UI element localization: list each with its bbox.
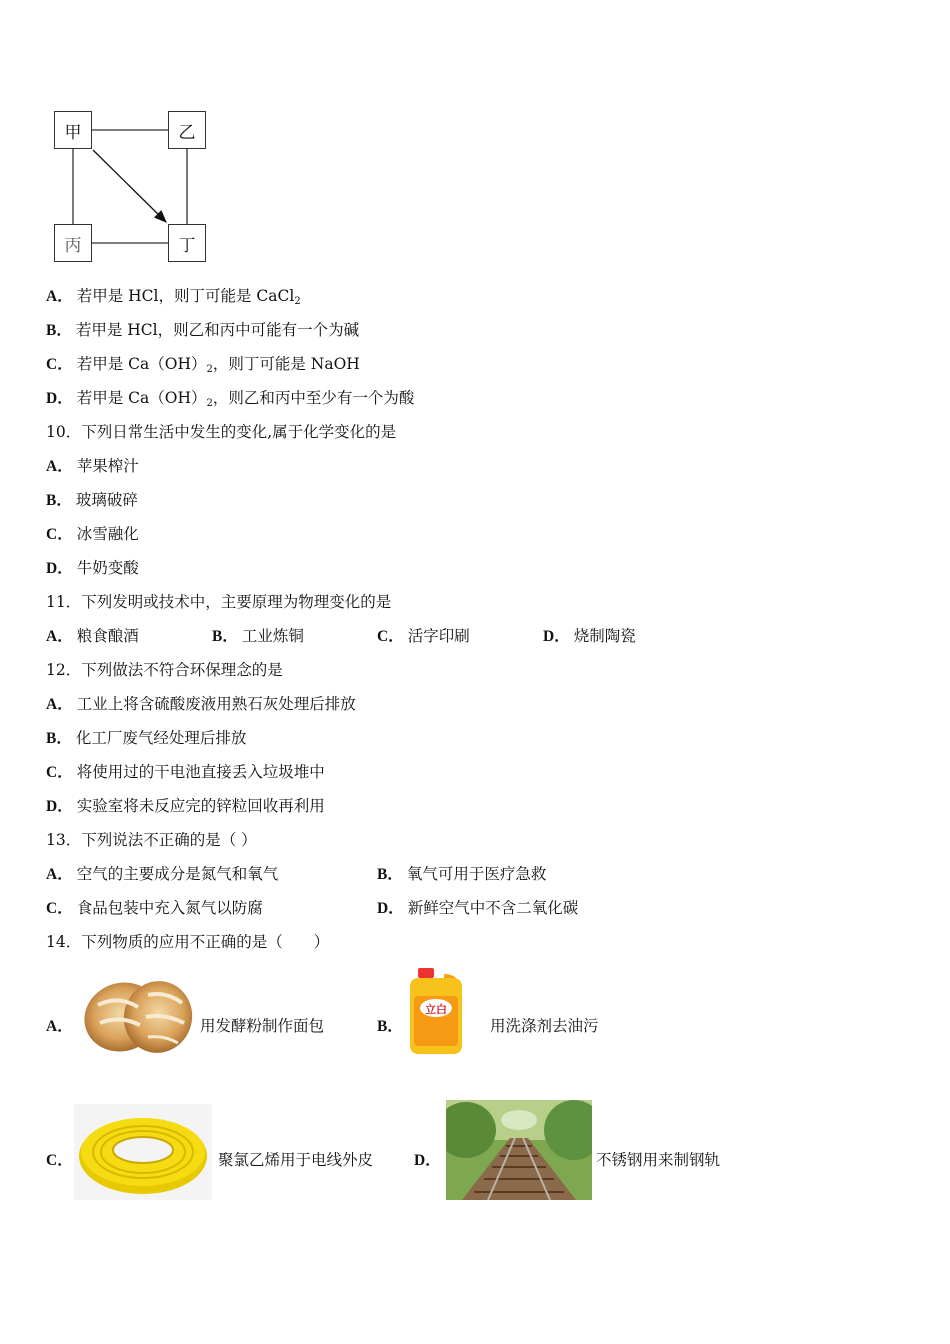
q12-option-d — [46, 796, 325, 817]
bread-image — [78, 965, 196, 1057]
option-label: A． — [46, 458, 73, 475]
q14-option-b-label — [377, 1016, 407, 1037]
option-label: D． — [46, 390, 73, 407]
q14-option-d-text: 不锈钢用来制钢轨 — [596, 1151, 721, 1169]
option-label: B． — [46, 322, 72, 339]
arrow-jia-ding — [93, 150, 166, 222]
option-text: 空气的主要成分是氮气和氧气 — [76, 865, 279, 883]
option-label: A． — [46, 696, 73, 713]
q13-stem: 13．下列说法不正确的是（ ） — [46, 831, 257, 849]
node-yi — [168, 111, 206, 149]
q10-option-a — [46, 456, 139, 477]
subscript: 2 — [294, 296, 301, 307]
node-jia — [54, 111, 92, 149]
option-label: A． — [46, 288, 73, 305]
option-text: 实验室将未反应完的锌粒回收再利用 — [76, 797, 325, 815]
option-text: 工业上将含硫酸废液用熟石灰处理后排放 — [76, 695, 356, 713]
node-bing-label: 丙 — [64, 235, 82, 256]
q11-stem: 11．下列发明或技术中，主要原理为物理变化的是 — [46, 593, 392, 611]
node-ding — [168, 224, 206, 262]
q10-option-c — [46, 524, 139, 545]
q14-option-c-text: 聚氯乙烯用于电线外皮 — [218, 1151, 374, 1169]
option-label: C． — [46, 900, 73, 917]
option-text: 粮食酿酒 — [76, 627, 139, 645]
option-label: C． — [46, 526, 73, 543]
q9-option-a — [46, 286, 301, 312]
q14-option-c-label — [46, 1150, 77, 1171]
q14-option-a-label — [46, 1016, 77, 1037]
option-text: 将使用过的干电池直接丢入垃圾堆中 — [76, 763, 325, 781]
option-label: B． — [377, 866, 403, 883]
option-label: C． — [46, 356, 73, 373]
q10-option-b — [46, 490, 138, 511]
option-label: B． — [46, 492, 72, 509]
q10-stem: 10．下列日常生活中发生的变化,属于化学变化的是 — [46, 423, 397, 441]
option-text-tail: ，则乙和丙中至少有一个为酸 — [212, 389, 415, 407]
q11-option-d — [543, 626, 636, 647]
q13-option-d — [377, 898, 578, 919]
option-text: 苹果榨汁 — [76, 457, 139, 475]
wire-coil-image — [74, 1104, 212, 1200]
option-label: D． — [377, 900, 404, 917]
option-text: 若甲是 HCl，则丁可能是 CaCl — [76, 287, 295, 305]
option-label: D． — [414, 1152, 441, 1169]
q9-option-c — [46, 354, 360, 380]
q12-stem: 12．下列做法不符合环保理念的是 — [46, 661, 283, 679]
option-text: 若甲是 HCl，则乙和丙中可能有一个为碱 — [75, 321, 360, 339]
q13-option-b — [377, 864, 546, 885]
option-label: A． — [46, 1018, 73, 1035]
q12-option-b — [46, 728, 246, 749]
option-text: 玻璃破碎 — [75, 491, 138, 509]
option-label: C． — [46, 764, 73, 781]
option-text: 化工厂废气经处理后排放 — [75, 729, 247, 747]
q11-option-c — [377, 626, 470, 647]
option-text: 工业炼铜 — [241, 627, 304, 645]
q14-stem: 14．下列物质的应用不正确的是（ ） — [46, 933, 330, 951]
q10-option-d — [46, 558, 139, 579]
option-text: 活字印刷 — [407, 627, 470, 645]
q12-option-c — [46, 762, 325, 783]
subscript: 2 — [206, 398, 213, 409]
node-yi-label: 乙 — [178, 122, 196, 143]
q9-option-b — [46, 320, 359, 341]
q13-option-c — [46, 898, 263, 919]
option-text: 食品包装中充入氮气以防腐 — [76, 899, 263, 917]
option-label: D． — [46, 560, 73, 577]
q11-option-a — [46, 626, 139, 647]
option-label: A． — [46, 866, 73, 883]
option-label: C． — [46, 1152, 73, 1169]
subscript: 2 — [206, 364, 213, 375]
node-jia-label: 甲 — [64, 122, 82, 143]
q11-option-b — [212, 626, 304, 647]
option-label: D． — [543, 628, 570, 645]
detergent-brand-label: 立白 — [425, 1003, 447, 1016]
q9-option-d — [46, 388, 414, 414]
option-text: 烧制陶瓷 — [573, 627, 636, 645]
detergent-bottle-image — [404, 966, 468, 1058]
node-bing — [54, 224, 92, 262]
q14-option-d-label — [414, 1150, 445, 1171]
option-label: B． — [377, 1018, 403, 1035]
option-text: 冰雪融化 — [76, 525, 139, 543]
q14-option-b-text: 用洗涤剂去油污 — [490, 1017, 599, 1035]
option-text-tail: ，则丁可能是 NaOH — [212, 355, 360, 373]
option-text: 若甲是 Ca（OH） — [76, 355, 207, 373]
option-text: 新鲜空气中不含二氧化碳 — [407, 899, 579, 917]
option-label: B． — [46, 730, 72, 747]
q12-option-a — [46, 694, 356, 715]
railway-track-image — [446, 1100, 592, 1200]
option-text: 氧气可用于医疗急救 — [406, 865, 547, 883]
node-ding-label: 丁 — [178, 235, 196, 256]
option-label: D． — [46, 798, 73, 815]
option-text: 若甲是 Ca（OH） — [76, 389, 207, 407]
option-label: B． — [212, 628, 238, 645]
option-text: 牛奶变酸 — [76, 559, 139, 577]
option-label: C． — [377, 628, 404, 645]
q14-option-a-text: 用发酵粉制作面包 — [200, 1017, 325, 1035]
option-label: A． — [46, 628, 73, 645]
q13-option-a — [46, 864, 278, 885]
